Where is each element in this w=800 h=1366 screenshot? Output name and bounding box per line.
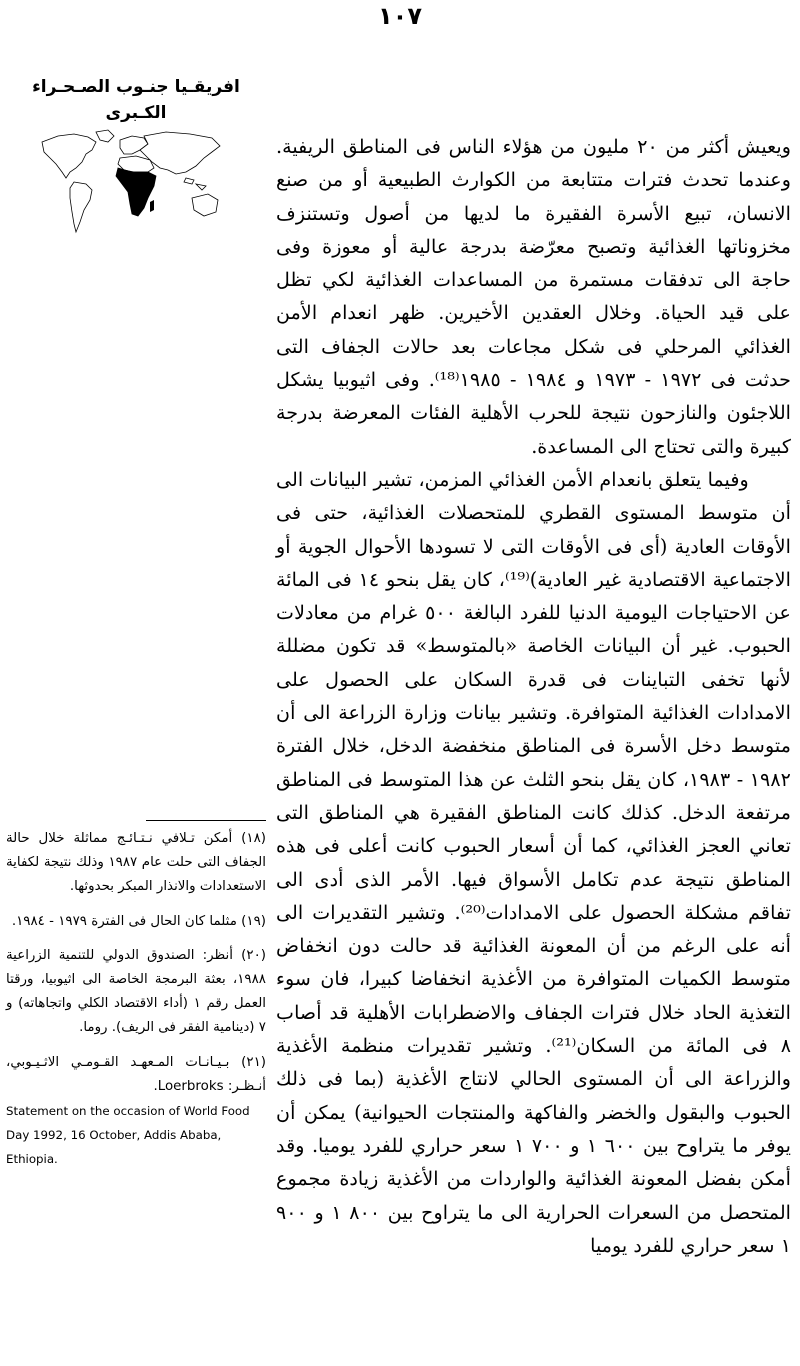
footnote-divider <box>146 820 266 821</box>
map-caption <box>6 74 266 126</box>
footnotes <box>6 820 266 1181</box>
footnote-21-text: (٢١) بـيـانـات المـعهـد القـومـي الاثـيـوبي، أنـظـر: Loerbroks. <box>6 1054 266 1094</box>
world-map-icon <box>36 128 226 240</box>
map-caption-line-2: الكـبرى <box>105 103 167 123</box>
world-map-figure <box>36 128 226 240</box>
paragraph: ويعيش أكثر من ٢٠ مليون من هؤلاء الناس فى المناطق الريفية. وعندما تحدث فترات متتابعة من الكوارث الطبيعية أو من صنع الانسان، تبيع الأسرة الفقيرة ما لديها من أصول وتستنزف مخزوناتها الغذائية وتصبح معرّضة بدرجة عالية أو معوزة وفى حاجة الى تدفقات مستمرة من المساعدات الغذائية لكي تظل على قيد الحياة. وخلال العقدين الأخيرين. ظهر انعدام الأمن الغذائي المرحلي فى شكل مجاعات بعد حالات الجفاف التى حدثت فى ١٩٧٢ - ١٩٧٣ و ١٩٨٤ - ١٩٨٥⁽¹⁸⁾. وفى اثيوبيا يشكل اللاجئون والنازحون نتيجة للحرب الأهلية الفئات المعرضة بدرجة كبيرة والتى تحتاج الى المساعدة. <box>276 135 792 458</box>
footnote-19: (١٩) مثلما كان الحال فى الفترة ١٩٧٩ - ١٩٨٤. <box>11 913 266 929</box>
footnote-18: (١٨) أمكن تـلافي نـتـائـج مماثلة خلال حالة الجفاف التى حلت عام ١٩٨٧ وذلك نتيجة لكفاية الاستعدادات والانذار المبكر بحدوثها. <box>6 831 266 895</box>
map-caption-line-1: افريقـيا جنـوب الصـحـراء <box>32 77 240 97</box>
main-text-column <box>276 130 791 1262</box>
footnote-20: (٢٠) أنظر: الصندوق الدولي للتنمية الزراعية ١٩٨٨، بعثة البرمجة الخاصة الى اثيوبيا، ورقتا العمل رقم ١ (أداء الاقتصاد الكلي واتجاهاته) و ٧ (دينامية الفقر فى الريف). روما. <box>6 947 267 1036</box>
page-number: ١٠٧ <box>378 2 422 30</box>
footnote-21-latin: Statement on the occasion of World Food Day 1992, 16 October, Addis Ababa, Ethiopia. <box>6 1104 250 1167</box>
paragraph: وفيما يتعلق بانعدام الأمن الغذائي المزمن، تشير البيانات الى أن متوسط المستوى القطري للمتحصلات الغذائية، حتى فى الأوقات العادية (أى فى الأوقات التى لا تسودها الأحوال الجوية أو الاجتماعية الاقتصادية غير العادية)⁽¹⁹⁾، كان يقل بنحو ١٤ فى المائة عن الاحتياجات اليومية الدنيا للفرد البالغة ٥٠٠ غرام من معادلات الحبوب. غير أن البيانات الخاصة «بالمتوسط» قد تكون مضللة لأنها تخفى التباينات فى قدرة السكان على الحصول على الامدادات الغذائية المتوافرة. وتشير بيانات وزارة الزراعة الى أن متوسط دخل الأسرة فى المناطق منخفضة الدخل، خلال الفترة ١٩٨٢ - ١٩٨٣، كان يقل بنحو الثلث عن هذا المتوسط فى المناطق مرتفعة الدخل. كذلك كانت المناطق الفقيرة هي المناطق التى تعاني العجز الغذائي، كما أن أسعار الحبوب كانت أعلى فى هذه المناطق نتيجة عدم تكامل الأسواق فيها. الأمر الذى أدى الى تفاقم مشكلة الحصول على الامدادات⁽²⁰⁾. وتشير التقديرات الى أنه على الرغم من أن المعونة الغذائية قد حالت دون انخفاض متوسط الكميات المتوافرة من الأغذية انخفاضا كبيرا، فان سوء التغذية الحاد خلال فترات الجفاف والاضطرابات الأهلية قد أصاب ٨ فى المائة من السكان⁽²¹⁾. وتشير تقديرات منظمة الأغذية والزراعة الى أن المستوى الحالي لانتاج الأغذية (بما فى ذلك الحبوب والبقول والخضر والفاكهة والمنتجات الحيوانية) يمكن أن يوفر ما يتراوح بين ٦٠٠ ١ و ٧٠٠ ١ سعر حراري للفرد يوميا. وقد أمكن بفضل المعونة الغذائية والواردات من الأغذية زيادة مجموع المتحصل من السعرات الحرارية الى ما يتراوح بين ٨٠٠ ١ و ٩٠٠ ١ سعر حراري للفرد يوميا <box>276 467 791 1257</box>
footnote-21 <box>6 1051 266 1171</box>
